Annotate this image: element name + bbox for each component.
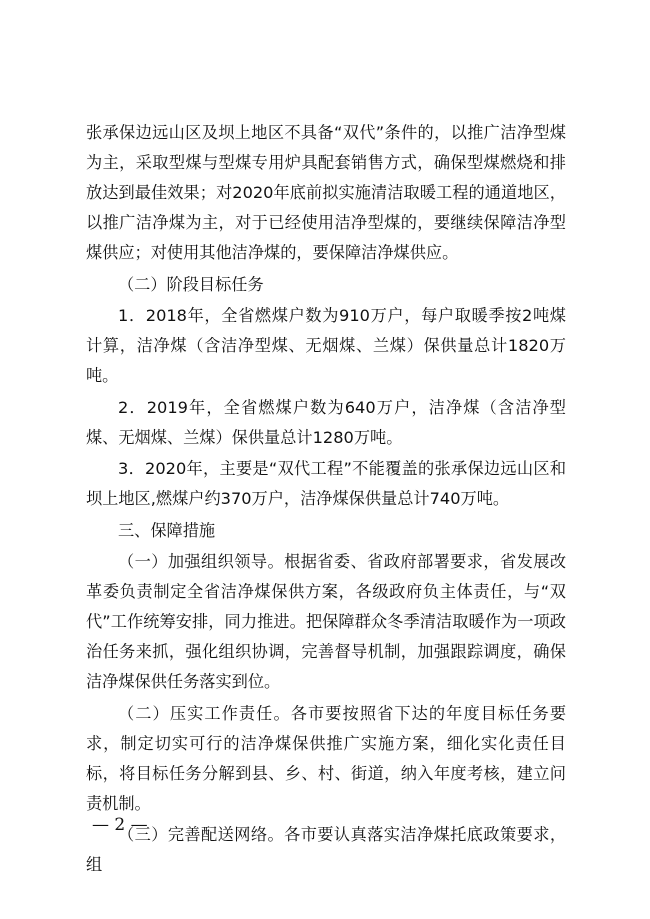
heading-safeguards xyxy=(86,516,566,546)
target-2020-text: 3．2020年，主要是“双代工程”不能覆盖的张承保边远山区和坝上地区,燃煤户约370万户，洁净煤保供量总计740万吨。 xyxy=(86,459,566,508)
heading-stage-targets xyxy=(86,270,566,300)
measure-leadership xyxy=(86,547,566,697)
measure-distribution-text: 各市要认真落实洁净煤托底政策要求，组 xyxy=(86,825,567,874)
paragraph-1-text: 张承保边远山区及坝上地区不具备“双代”条件的，以推广洁净型煤为主，采取型煤与型煤专用炉具配套销售方式，确保型煤燃烧和排放达到最佳效果；对2020年底前拟实施清洁取暖工程的通道地区，以推广洁净煤为主，对于已经使用洁净型煤的，要继续保障洁净型煤供应；对使用其他洁净煤的，要保障洁净煤供应。 xyxy=(86,123,566,262)
target-2019-text: 2．2019年，全省燃煤户数为640万户，洁净煤（含洁净型煤、无烟煤、兰煤）保供量总计1280万吨。 xyxy=(86,397,566,447)
page-number: — 2 — xyxy=(92,815,148,835)
target-2019 xyxy=(86,393,566,453)
paragraph-1 xyxy=(86,118,566,268)
measure-responsibility-lead: （二）压实工作责任。 xyxy=(118,703,291,723)
heading-stage-targets-lead: （二）阶段目标任务 xyxy=(118,274,264,294)
target-2018-text: 1．2018年，全省燃煤户数为910万户，每户取暖季按2吨煤计算，洁净煤（含洁净型煤、无烟煤、兰煤）保供量总计1820万吨。 xyxy=(86,306,566,385)
measure-responsibility-text: 各市要按照省下达的年度目标任务要求，制定切实可行的洁净煤保供推广实施方案，细化实化责任目标，将目标任务分解到县、乡、村、街道，纳入年度考核，建立问责机制。 xyxy=(86,703,567,813)
document-body xyxy=(86,118,566,882)
target-2018 xyxy=(86,301,566,391)
target-2020 xyxy=(86,454,566,514)
measure-leadership-text: 根据省委、省政府部署要求，省发展改革委负责制定全省洁净煤保供方案，各级政府负主体责任，与“双代”工作统筹安排，同力推进。把保障群众冬季清洁取暖作为一项政治任务来抓，强化组织协调，完善督导机制，加强跟踪调度，确保洁净煤保供任务落实到位。 xyxy=(86,552,567,691)
measure-distribution xyxy=(86,820,566,880)
measure-distribution-lead: （三）完善配送网络。 xyxy=(118,825,285,844)
measure-responsibility xyxy=(86,699,566,819)
measure-leadership-lead: （一）加强组织领导。 xyxy=(118,552,285,571)
heading-safeguards-text: 三、保障措施 xyxy=(118,520,216,540)
